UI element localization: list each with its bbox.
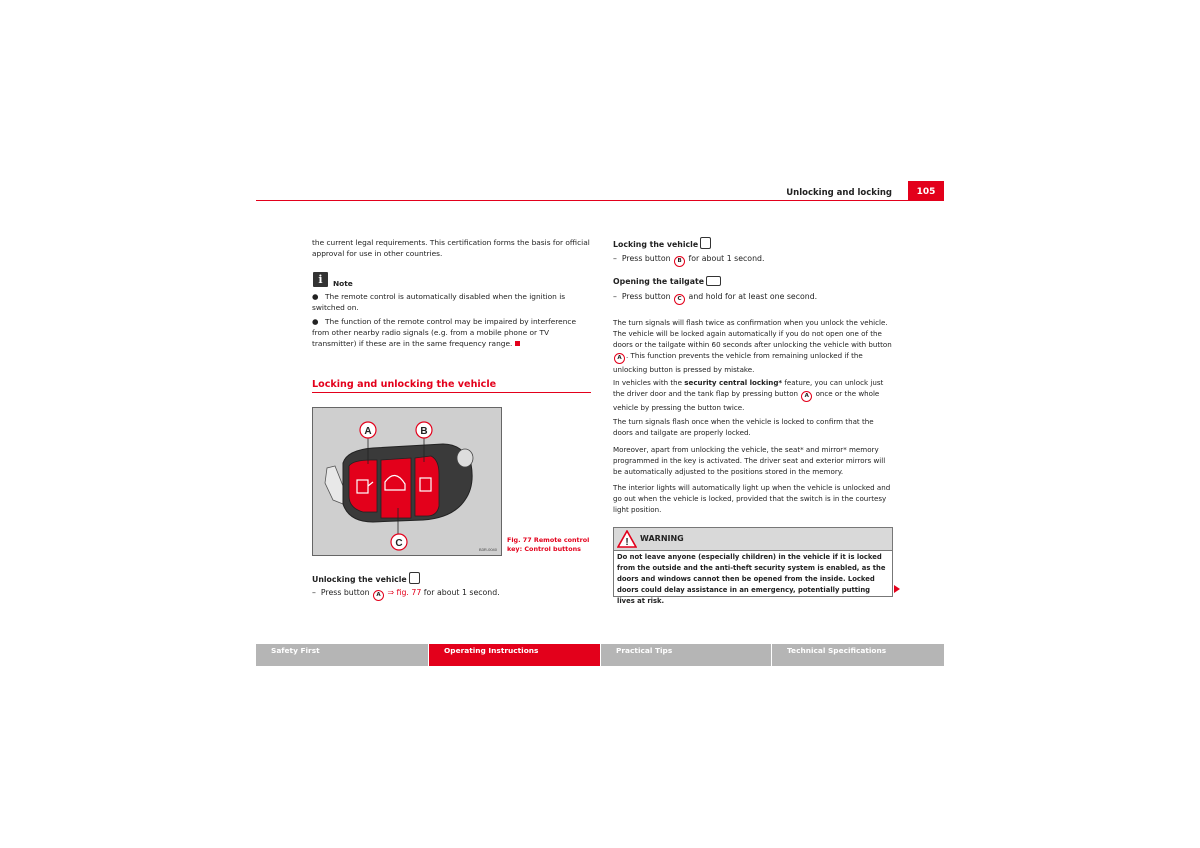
unlock-button-icon	[349, 460, 377, 512]
unlock-key-icon	[409, 572, 420, 584]
unlocking-heading: Unlocking the vehicle	[312, 572, 420, 585]
section-rule	[312, 392, 591, 393]
paragraph-3: The turn signals flash once when the vehicle is locked to confirm that the doors and tailgate are properly locked.	[613, 417, 874, 437]
footer-tab-practical-tips[interactable]: Practical Tips	[601, 644, 771, 666]
tailgate-heading: Opening the tailgate	[613, 276, 721, 287]
button-a-badge: A	[614, 353, 625, 364]
warning-title: WARNING	[640, 534, 684, 543]
figure-caption: Fig. 77 Remote control key: Control buttons	[507, 536, 590, 553]
note-item-2	[312, 316, 592, 349]
paragraph-1: The turn signals will flash twice as confirmation when you unlock the vehicle. The vehicle will be locked again automatically if you do not open one of the doors or the tailgate within 60 seconds after unlocking the vehicle with button A . This function prevents the vehicle from remaining unlocked if the unlocking button is pressed by mistake.	[613, 318, 892, 374]
section-title: Locking and unlocking the vehicle	[312, 379, 497, 390]
footer-tab-operating-instructions[interactable]: Operating Instructions	[429, 644, 600, 666]
tailgate-step: – Press button C and hold for at least one second.	[613, 291, 817, 305]
note-item-1	[312, 291, 592, 313]
paragraph-2: In vehicles with the security central locking* feature, you can unlock just the driver door and the tank flap by pressing button A once or the whole vehicle by pressing the button twice.	[613, 378, 884, 412]
key-ring-icon	[457, 449, 473, 467]
bullet-icon: ●	[312, 317, 319, 326]
note-item-text: The function of the remote control may be impaired by interference from other nearby radio signals (e.g. from a mobile phone or TV transmitter) if these are in the same frequency range.	[312, 317, 577, 348]
info-icon: i	[313, 272, 328, 287]
end-mark-icon	[515, 341, 520, 346]
intro-paragraph: the current legal requirements. This certification forms the basis for official approval for use in other countries.	[312, 238, 590, 258]
locking-heading: Locking the vehicle	[613, 237, 711, 250]
button-b-badge: B	[674, 256, 685, 267]
label-b: B	[420, 426, 428, 437]
lock-button-icon	[415, 456, 439, 516]
footer-tab-safety-first[interactable]: Safety First	[256, 644, 428, 666]
bullet-icon: ●	[312, 292, 319, 301]
continue-arrow-icon	[894, 585, 900, 593]
warning-text: Do not leave anyone (especially children) in the vehicle if it is locked from the outside and the anti-theft security system is enabled, as the doors and windows cannot then be opened from the inside. Locked doors could delay assistance in an emergency, potentially putting lives at risk.	[617, 553, 886, 605]
button-a-badge: A	[801, 391, 812, 402]
paragraph-4: Moreover, apart from unlocking the vehicle, the seat* and mirror* memory programmed in the key is activated. The driver seat and exterior mirrors will be automatically adjusted to the positions stored in the memory.	[613, 445, 886, 476]
lock-key-icon	[700, 237, 711, 249]
warning-box	[613, 527, 893, 605]
warning-header	[614, 528, 892, 551]
button-c-badge: C	[674, 294, 685, 305]
tailgate-key-icon	[706, 276, 721, 286]
note-title: Note	[333, 279, 353, 288]
note-item-text: The remote control is automatically disabled when the ignition is switched on.	[312, 292, 566, 312]
figure-code: B3R-0040	[478, 547, 497, 552]
label-a: A	[364, 426, 372, 437]
locking-step: – Press button B for about 1 second.	[613, 253, 764, 267]
svg-text:!: !	[625, 537, 629, 548]
page-number: 105	[908, 181, 944, 200]
button-a-badge: A	[373, 590, 384, 601]
unlocking-step: – Press button A ⇒ fig. 77 for about 1 second.	[312, 587, 500, 601]
label-c: C	[395, 538, 403, 549]
footer-tab-technical-specifications[interactable]: Technical Specifications	[772, 644, 944, 666]
running-header: Unlocking and locking	[786, 188, 892, 198]
figure-link[interactable]: ⇒ fig. 77	[387, 588, 422, 597]
header-rule	[256, 200, 944, 201]
paragraph-5: The interior lights will automatically light up when the vehicle is unlocked and go out when the vehicle is locked, provided that the switch is in the courtesy light position.	[613, 483, 891, 514]
remote-key-figure	[312, 407, 502, 556]
warning-triangle-icon	[617, 530, 637, 548]
remote-key-illustration	[313, 408, 501, 555]
